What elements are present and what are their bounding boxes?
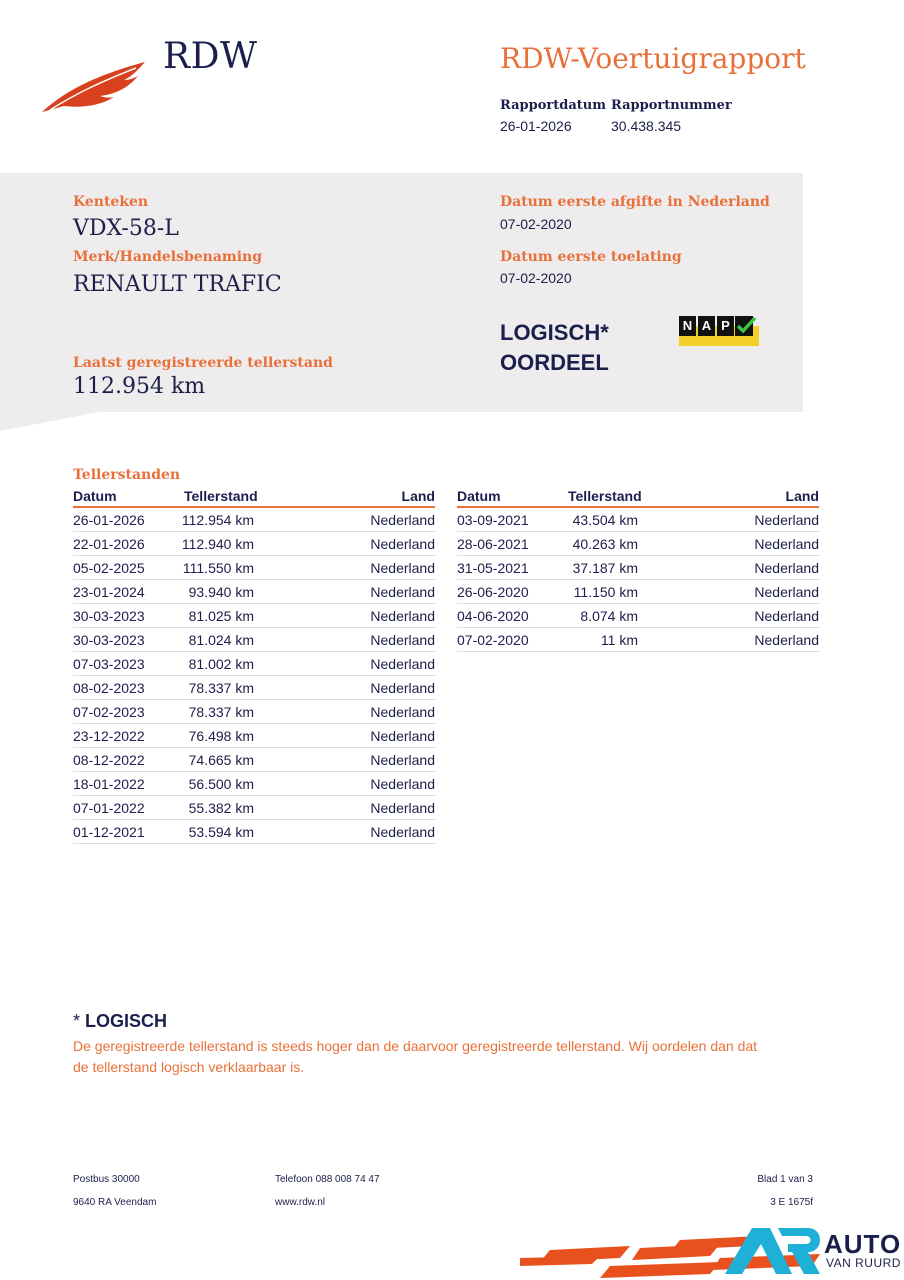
checkmark-icon (735, 316, 757, 338)
row-country: Nederland (754, 608, 819, 624)
table-row (73, 604, 435, 628)
table-row (457, 508, 819, 532)
row-date: 18-01-2022 (73, 776, 145, 792)
make-label: Merk/Handelsbenaming (73, 249, 263, 265)
row-reading: 112.940 km (181, 536, 254, 552)
row-date: 26-01-2026 (73, 512, 145, 528)
table-row (73, 532, 435, 556)
table-row (73, 772, 435, 796)
odometer-table-right (457, 488, 819, 652)
row-reading: 74.665 km (188, 752, 254, 768)
row-date: 28-06-2021 (457, 536, 529, 552)
table-row (457, 580, 819, 604)
header-country: Land (401, 488, 435, 504)
row-country: Nederland (370, 728, 435, 744)
row-country: Nederland (370, 512, 435, 528)
table-row (457, 628, 819, 652)
row-country: Nederland (754, 632, 819, 648)
row-country: Nederland (370, 704, 435, 720)
nap-letter-n: N (679, 316, 696, 336)
row-reading: 76.498 km (188, 728, 254, 744)
row-reading: 43.504 km (572, 512, 638, 528)
row-reading: 11.150 km (573, 584, 638, 600)
first-nl-label: Datum eerste afgifte in Nederland (500, 194, 770, 210)
table-row (73, 748, 435, 772)
footer-postbus: Postbus 30000 (73, 1174, 140, 1185)
footer-web: www.rdw.nl (275, 1197, 326, 1208)
nap-letter-a: A (698, 316, 715, 336)
table-row (73, 580, 435, 604)
table-row (457, 556, 819, 580)
row-date: 01-12-2021 (73, 824, 145, 840)
row-country: Nederland (370, 680, 435, 696)
report-title: RDW-Voertuigrapport (500, 42, 806, 75)
row-reading: 93.940 km (188, 584, 254, 600)
report-date: 26-01-2026 (500, 118, 572, 134)
first-admission-label: Datum eerste toelating (500, 249, 682, 265)
brand-name: RDW (163, 36, 258, 77)
table-row (73, 508, 435, 532)
row-country: Nederland (754, 560, 819, 576)
row-reading: 81.002 km (188, 656, 254, 672)
row-reading: 81.025 km (188, 608, 254, 624)
row-reading: 11 km (600, 632, 638, 648)
row-country: Nederland (754, 584, 819, 600)
row-reading: 112.954 km (181, 512, 254, 528)
rdw-feather-logo (40, 56, 150, 116)
row-date: 07-03-2023 (73, 656, 145, 672)
row-reading: 37.187 km (572, 560, 638, 576)
row-country: Nederland (754, 512, 819, 528)
row-country: Nederland (370, 752, 435, 768)
plate-label: Kenteken (73, 194, 149, 210)
row-country: Nederland (370, 776, 435, 792)
row-country: Nederland (370, 824, 435, 840)
row-country: Nederland (754, 536, 819, 552)
first-admission-value: 07-02-2020 (500, 270, 572, 286)
row-date: 07-01-2022 (73, 800, 145, 816)
footnote-text: De geregistreerde tellerstand is steeds hoger dan de daarvoor geregistreerde tellerstand. Wij oordelen dan dat de tellerstand logisch verklaarbaar is. (73, 1038, 758, 1075)
report-number-label: Rapportnummer (611, 98, 732, 113)
row-country: Nederland (370, 800, 435, 816)
row-date: 30-03-2023 (73, 608, 145, 624)
row-date: 08-12-2022 (73, 752, 145, 768)
verdict-line2: OORDEEL (500, 350, 609, 375)
odometer-value: 112.954 km (73, 374, 206, 399)
row-date: 07-02-2023 (73, 704, 145, 720)
row-country: Nederland (370, 584, 435, 600)
row-reading: 40.263 km (572, 536, 638, 552)
footnote-star: * (73, 1011, 81, 1031)
header-country: Land (785, 488, 819, 504)
footnote-title-text: LOGISCH (85, 1011, 168, 1031)
table-row (73, 820, 435, 844)
header-date: Datum (457, 488, 501, 504)
row-date: 31-05-2021 (457, 560, 529, 576)
row-country: Nederland (370, 656, 435, 672)
odometer-label: Laatst geregistreerde tellerstand (73, 355, 333, 371)
row-country: Nederland (370, 632, 435, 648)
plate-value: VDX-58-L (73, 216, 179, 241)
row-reading: 78.337 km (188, 680, 254, 696)
dealer-subname: VAN RUURD (826, 1256, 901, 1270)
table-row (457, 532, 819, 556)
table-row (73, 700, 435, 724)
footer-code: 3 E 1675f (770, 1197, 813, 1208)
row-country: Nederland (370, 560, 435, 576)
nap-badge (679, 316, 759, 346)
odometer-table-left (73, 488, 435, 844)
first-nl-value: 07-02-2020 (500, 216, 572, 232)
row-reading: 81.024 km (188, 632, 254, 648)
table-header (457, 488, 819, 508)
row-reading: 53.594 km (188, 824, 254, 840)
row-date: 03-09-2021 (457, 512, 529, 528)
row-date: 05-02-2025 (73, 560, 145, 576)
row-reading: 78.337 km (188, 704, 254, 720)
report-date-label: Rapportdatum (500, 98, 606, 113)
table-row (73, 724, 435, 748)
row-reading: 111.550 km (182, 560, 254, 576)
table-row (457, 604, 819, 628)
row-date: 23-12-2022 (73, 728, 145, 744)
row-date: 22-01-2026 (73, 536, 145, 552)
row-reading: 8.074 km (580, 608, 638, 624)
row-reading: 56.500 km (188, 776, 254, 792)
row-date: 07-02-2020 (457, 632, 529, 648)
panel-tail (0, 411, 104, 431)
footer-phone: Telefoon 088 008 74 47 (275, 1174, 380, 1185)
nap-letter-p: P (717, 316, 734, 336)
header-reading: Tellerstand (568, 488, 642, 504)
row-country: Nederland (370, 536, 435, 552)
row-reading: 55.382 km (188, 800, 254, 816)
footer-page: Blad 1 van 3 (757, 1174, 813, 1185)
header-date: Datum (73, 488, 117, 504)
footnote-title (73, 1011, 167, 1032)
table-row (73, 676, 435, 700)
odometer-table-title: Tellerstanden (73, 467, 181, 483)
row-date: 30-03-2023 (73, 632, 145, 648)
table-row (73, 556, 435, 580)
dealer-name: AUTO (824, 1229, 902, 1259)
footer-city: 9640 RA Veendam (73, 1197, 157, 1208)
table-row (73, 628, 435, 652)
header-reading: Tellerstand (184, 488, 258, 504)
table-row (73, 652, 435, 676)
table-header (73, 488, 435, 508)
row-date: 04-06-2020 (457, 608, 529, 624)
row-date: 26-06-2020 (457, 584, 529, 600)
table-row (73, 796, 435, 820)
verdict-line1: LOGISCH* (500, 320, 609, 345)
report-number: 30.438.345 (611, 118, 682, 134)
row-country: Nederland (370, 608, 435, 624)
row-date: 23-01-2024 (73, 584, 145, 600)
make-value: RENAULT TRAFIC (73, 272, 282, 297)
row-date: 08-02-2023 (73, 680, 145, 696)
